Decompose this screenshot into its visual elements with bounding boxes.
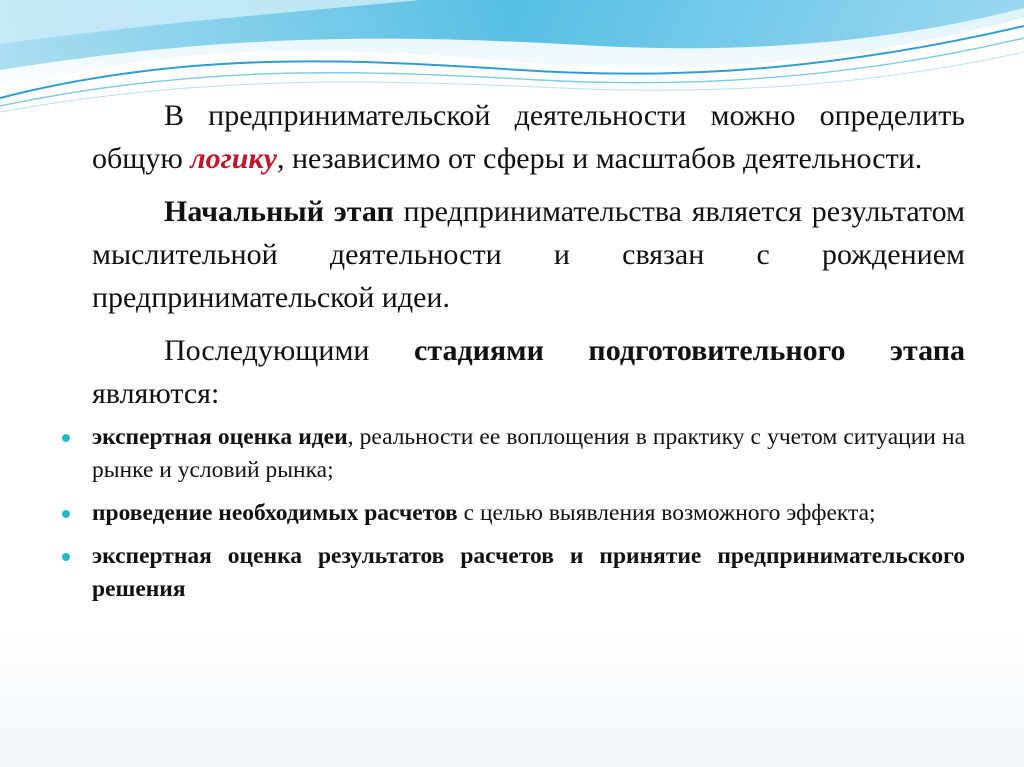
bold-term: Начальный этап (164, 195, 394, 228)
bold-term: экспертная оценка результатов расчетов и принятие предпринимательского решения (92, 543, 965, 602)
paragraph-logic (92, 94, 965, 180)
list-item-text: с целью выявления возможного эффекта; (457, 500, 876, 526)
stages-list (92, 421, 965, 606)
bullet-dot-icon (62, 510, 70, 518)
slide-content (92, 94, 965, 616)
paragraph-text: В предпринимательской деятельности можно определить общую (92, 99, 965, 175)
list-item (92, 540, 965, 606)
paragraph-text: , независимо от сферы и масштабов деятельности. (276, 142, 923, 175)
bullet-dot-icon (62, 434, 70, 442)
paragraph-text: Последующими (164, 334, 415, 367)
paragraph-text: являются: (92, 377, 220, 410)
emphasis-word: логику (190, 142, 277, 175)
list-item-text: , реальности ее воплощения в практику с учетом ситуации на рынке и условий рынка; (92, 424, 965, 483)
bold-term: экспертная оценка идеи (92, 424, 348, 450)
list-item (92, 497, 965, 530)
list-item (92, 421, 965, 487)
bullet-dot-icon (62, 553, 70, 561)
background-tint (0, 627, 1024, 767)
paragraph-next-stages (92, 329, 965, 415)
paragraph-text: предпринимательства является результатом мыслительной деятельности и связан с рождением предпринимательской идеи. (92, 195, 965, 314)
paragraph-initial-stage (92, 190, 965, 319)
bold-term: проведение необходимых расчетов (92, 500, 458, 526)
bold-term: стадиями подготовительного этапа (414, 334, 965, 367)
